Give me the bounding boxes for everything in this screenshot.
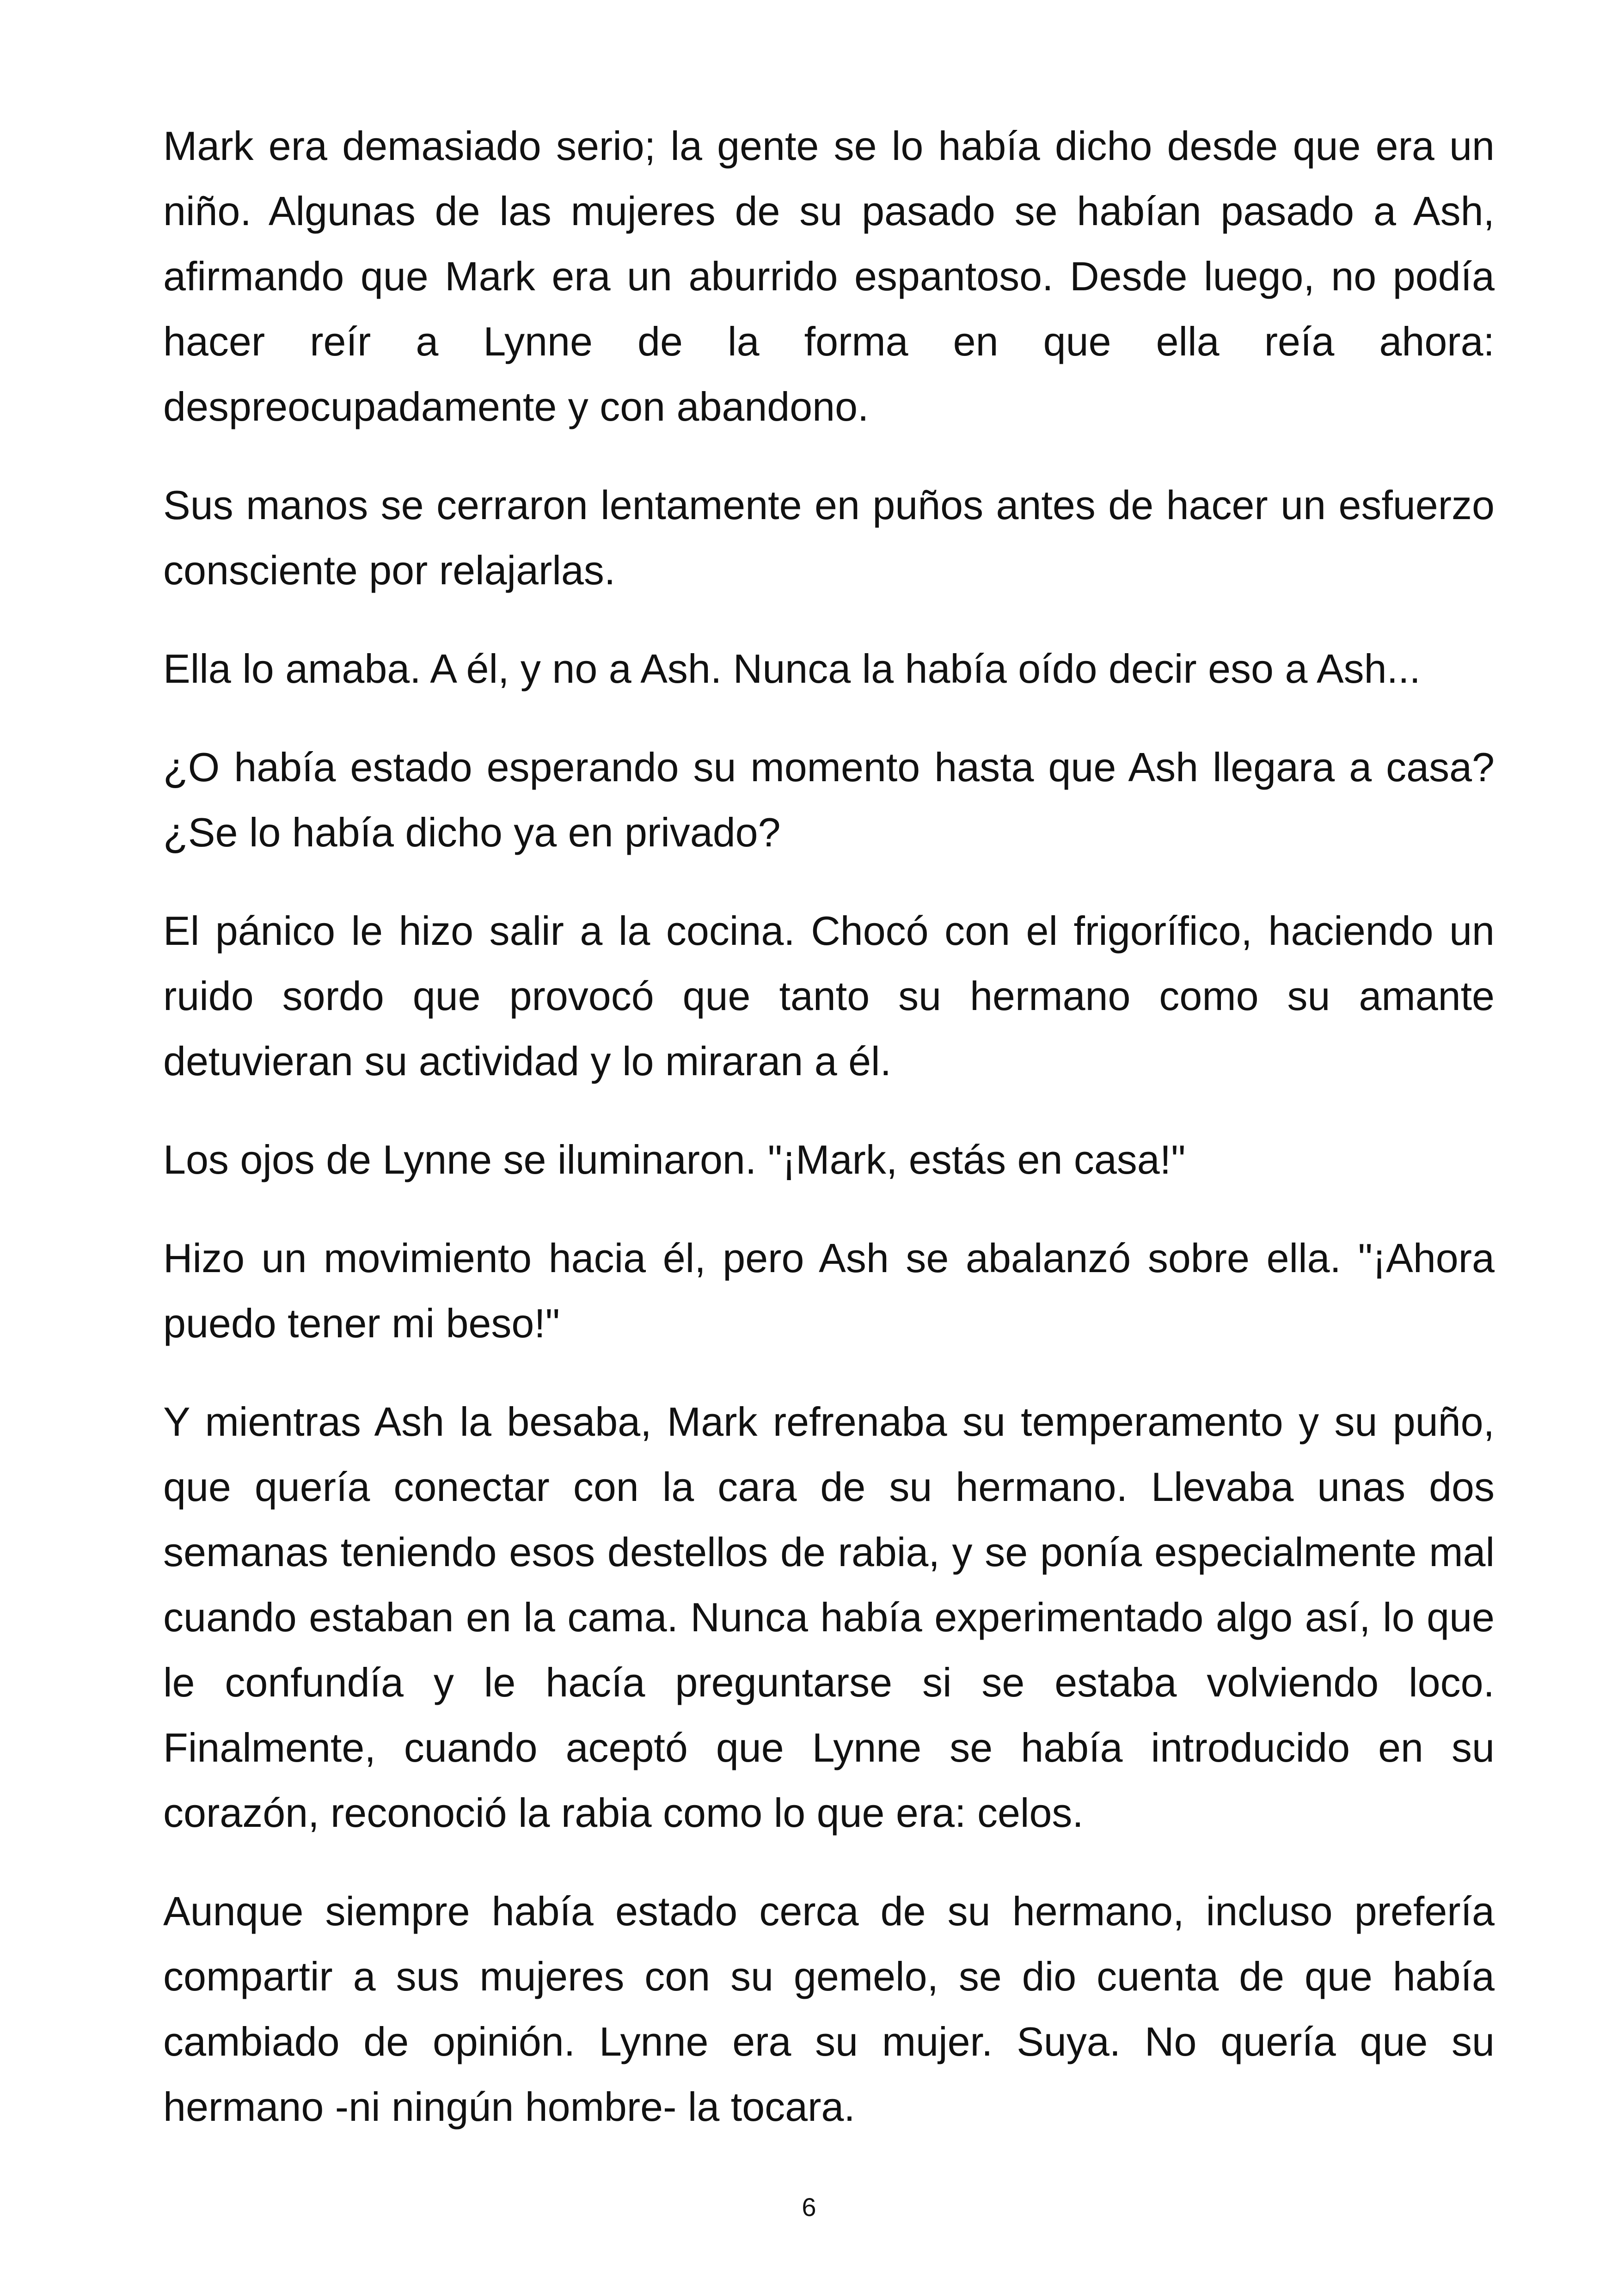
paragraph-9: Aunque siempre había estado cerca de su hermano, incluso prefería compartir a sus mujeres con su gemelo, se dio cuenta de que había cambiado de opinión. Lynne era su mujer. Suya. No quería que su hermano -ni ningún hombre- la tocara.	[163, 1888, 1495, 2130]
paragraph-5: El pánico le hizo salir a la cocina. Chocó con el frigorífico, haciendo un ruido sordo que provocó que tanto su hermano como su amante detuvieran su actividad y lo miraran a él.	[163, 908, 1495, 1084]
paragraph-2: Sus manos se cerraron lentamente en puños antes de hacer un esfuerzo consciente por relajarlas.	[163, 482, 1495, 593]
page-number: 6	[802, 2192, 816, 2222]
paragraph-3: Ella lo amaba. A él, y no a Ash. Nunca la había oído decir eso a Ash...	[163, 646, 1421, 692]
paragraph-4: ¿O había estado esperando su momento hasta que Ash llegara a casa? ¿Se lo había dicho ya en privado?	[163, 744, 1495, 855]
paragraph-7: Hizo un movimiento hacia él, pero Ash se abalanzó sobre ella. "¡Ahora puedo tener mi beso!"	[163, 1235, 1495, 1346]
body-text	[163, 113, 1495, 2139]
paragraph-8: Y mientras Ash la besaba, Mark refrenaba su temperamento y su puño, que quería conectar con la cara de su hermano. Llevaba unas dos semanas teniendo esos destellos de rabia, y se ponía especialmente mal cuando estaban en la cama. Nunca había experimentado algo así, lo que le confundía y le hacía preguntarse si se estaba volviendo loco. Finalmente, cuando aceptó que Lynne se había introducido en su corazón, reconoció la rabia como lo que era: celos.	[163, 1399, 1495, 1836]
paragraph-1: Mark era demasiado serio; la gente se lo había dicho desde que era un niño. Algunas de las mujeres de su pasado se habían pasado a Ash, afirmando que Mark era un aburrido espantoso. Desde luego, no podía hacer reír a Lynne de la forma en que ella reía ahora: despreocupadamente y con abandono.	[163, 123, 1495, 429]
paragraph-6: Los ojos de Lynne se iluminaron. "¡Mark, estás en casa!"	[163, 1137, 1186, 1182]
